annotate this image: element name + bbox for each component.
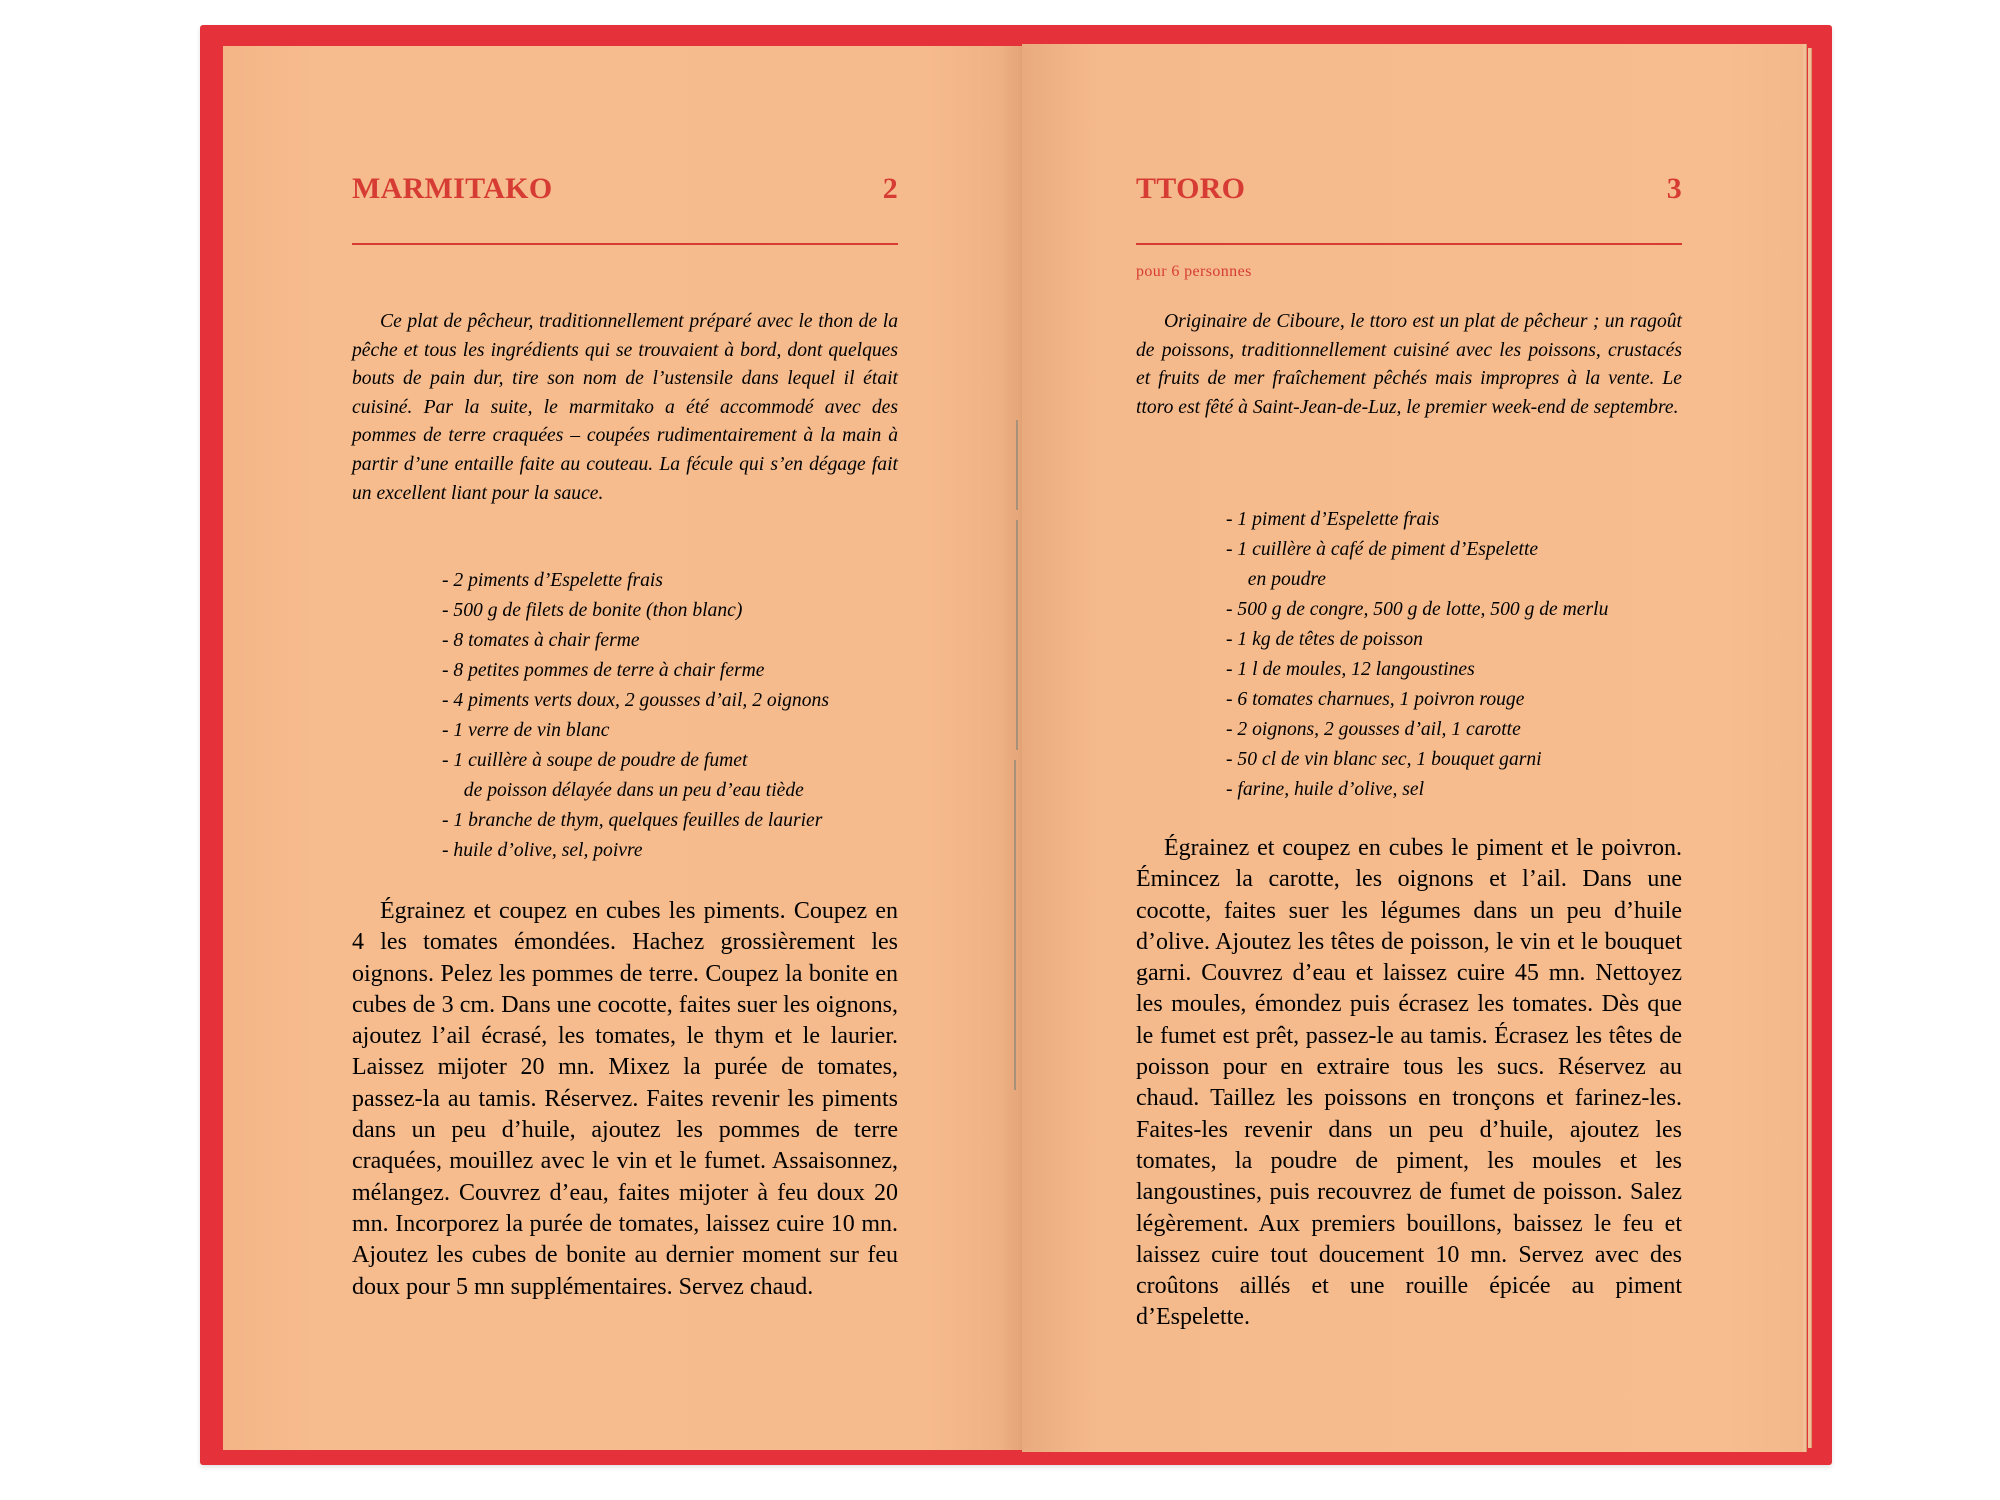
ingredient-item: - 1 cuillère à café de piment d’Espelette [1226, 539, 1539, 560]
ingredient-item: en poudre [1238, 569, 1326, 590]
ingredient-item: - 1 verre de vin blanc [442, 720, 610, 741]
recipe-title: TTORO [1136, 172, 1246, 205]
page-number: 2 [882, 172, 898, 205]
ingredient-item: - 500 g de congre, 500 g de lotte, 500 g de merlu [1226, 599, 1609, 620]
ingredient-item: - 1 kg de têtes de poisson [1226, 629, 1423, 650]
ingredient-item: - 1 branche de thym, quelques feuilles de laurier [442, 810, 823, 831]
page-number: 3 [1666, 172, 1682, 205]
ingredient-item: - farine, huile d’olive, sel [1226, 779, 1425, 800]
ingredient-list [1226, 505, 1696, 805]
ingredient-item: - 50 cl de vin blanc sec, 1 bouquet garni [1226, 749, 1542, 770]
ingredient-item: - 4 piments verts doux, 2 gousses d’ail, 2 oignons [442, 690, 829, 711]
ingredient-item: - 1 cuillère à soupe de poudre de fumet [442, 750, 748, 771]
binding-stitch [1016, 520, 1018, 750]
binding-stitch [1014, 760, 1016, 1090]
recipe-method: Égrainez et coupez en cubes le piment et le poivron. Émincez la carotte, les oignons et l’ail. Dans une cocotte, faites suer les légumes dans un peu d’huile d’olive. Ajoutez les têtes de poisson, le vin et le bouquet garni. Couvrez d’eau et laissez cuire 45 mn. Nettoyez les moules, émondez puis écrasez les tomates. Dès que le fumet est prêt, passez-le au tamis. Écrasez les têtes de poisson pour en extraire tous les sucs. Réservez au chaud. Taillez les poissons en tronçons et farinez-les. Faites-les revenir dans un peu d’huile, ajoutez les tomates, la poudre de piment, les moules et les langoustines, puis recouvrez de fumet de poisson. Salez légèrement. Aux premiers bouillons, baissez le feu et laissez cuire tout doucement 10 mn. Servez avec des croûtons aillés et une rouille épicée au piment d’Espelette. [1136, 835, 1682, 1331]
page-edges-back [1808, 48, 1812, 1448]
header-rule [1136, 243, 1682, 245]
ingredient-item: - 8 tomates à chair ferme [442, 630, 640, 651]
right-page-header [1136, 172, 1682, 206]
recipe-intro: Originaire de Ciboure, le ttoro est un plat de pêcheur ; un ragoût de poissons, traditionnellement cuisiné avec les poissons, crustacés et fruits de mer fraîchement pêchés mais impropres à la vente. Le ttoro est fêté à Saint-Jean-de-Luz, le premier week-end de septembre. [1136, 311, 1682, 418]
ingredient-item: - huile d’olive, sel, poivre [442, 840, 643, 861]
header-rule [352, 243, 898, 245]
servings-note: pour 6 personnes [1136, 263, 1252, 280]
ingredient-item: - 6 tomates charnues, 1 poivron rouge [1226, 689, 1525, 710]
recipe-title: MARMITAKO [352, 172, 553, 205]
ingredient-item: - 2 oignons, 2 gousses d’ail, 1 carotte [1226, 719, 1521, 740]
ingredient-item: - 8 petites pommes de terre à chair ferme [442, 660, 765, 681]
ingredient-item: de poisson délayée dans un peu d’eau tiède [454, 780, 804, 801]
binding-stitch [1016, 420, 1018, 510]
ingredient-item: - 1 l de moules, 12 langoustines [1226, 659, 1475, 680]
recipe-method: Égrainez et coupez en cubes les piments. Coupez en 4 les tomates émondées. Hachez grossièrement les oignons. Pelez les pommes de terre. Coupez la bonite en cubes de 3 cm. Dans une cocotte, faites suer les oignons, ajoutez l’ail écrasé, les tomates, le thym et le laurier. Laissez mijoter 20 mn. Mixez la purée de tomates, passez-la au tamis. Réservez. Faites revenir les piments dans un peu d’huile, ajoutez les pommes de terre craquées, mouillez avec le vin et le fumet. Assaisonnez, mélangez. Couvrez d’eau, faites mijoter à feu doux 20 mn. Incorporez la purée de tomates, laissez cuire 10 mn. Ajoutez les cubes de bonite au dernier moment sur feu doux pour 5 mn supplémentaires. Servez chaud. [352, 898, 898, 1300]
left-page-header [352, 172, 898, 206]
ingredient-item: - 500 g de filets de bonite (thon blanc) [442, 600, 743, 621]
page-edges [1803, 44, 1807, 1452]
recipe-intro: Ce plat de pêcheur, traditionnellement préparé avec le thon de la pêche et tous les ingrédients qui se trouvaient à bord, dont quelques bouts de pain dur, tire son nom de l’ustensile dans lequel il était cuisiné. Par la suite, le marmitako a été accommodé avec des pommes de terre craquées – coupées rudimentairement à la main à partir d’une entaille faite au couteau. La fécule qui s’en dégage fait un excellent liant pour la sauce. [352, 311, 898, 504]
ingredient-item: - 2 piments d’Espelette frais [442, 570, 663, 591]
ingredient-item: - 1 piment d’Espelette frais [1226, 509, 1440, 530]
ingredient-list [442, 566, 902, 866]
